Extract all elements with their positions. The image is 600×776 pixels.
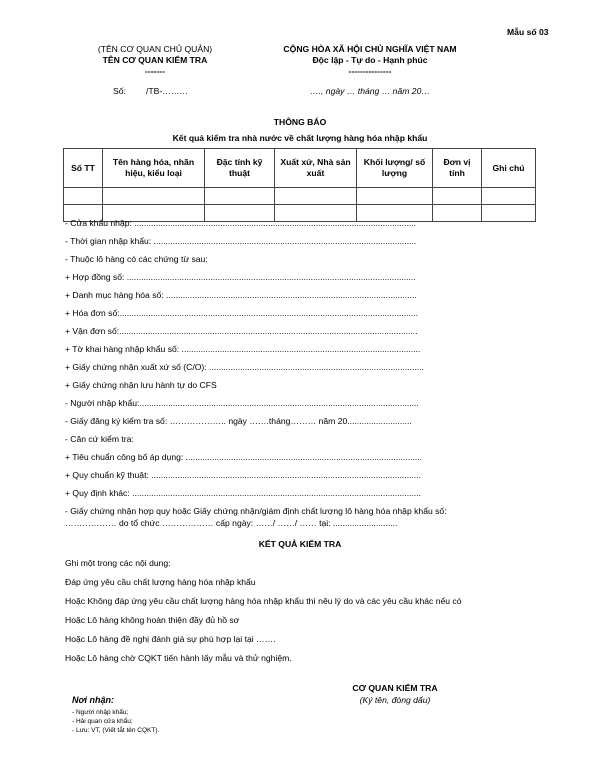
field-documents: - Thuộc lô hàng có các chứng từ sau: — [65, 254, 208, 264]
field-cfs: + Giấy chứng nhận lưu hành tự do CFS — [65, 380, 217, 390]
recipients-heading: Nơi nhận: — [72, 695, 115, 705]
field-technical-regulation: + Quy chuẩn kỹ thuật: ................................................................................................................. — [65, 470, 422, 480]
nation-separator: --------------- — [348, 66, 392, 76]
nation-motto: Độc lập - Tự do - Hạnh phúc — [312, 55, 428, 65]
table-header: Đặc tính kỹ thuật — [205, 149, 275, 188]
result-line: Hoặc Không đáp ứng yêu cầu chất lượng hàng hóa nhập khẩu thì nêu lý do và các yêu cầu khác nếu có — [65, 596, 462, 606]
table-header: Đơn vị tính — [433, 149, 482, 188]
agency-name: TÊN CƠ QUAN KIỂM TRA — [102, 55, 208, 65]
result-line: Ghi một trong các nội dung: — [65, 558, 171, 568]
field-contract: + Hợp đồng số: ......................................................................................................................... — [65, 272, 416, 282]
result-line: Hoặc Lô hàng đề nghị đánh giá sự phù hợp lại tại ……. — [65, 634, 276, 644]
table-row — [64, 188, 536, 205]
signature-title: CƠ QUAN KIỂM TRA — [352, 683, 438, 693]
table-header: Số TT — [64, 149, 103, 188]
result-line: Hoặc Lô hàng chờ CQKT tiến hành lấy mẫu và thử nghiệm. — [65, 653, 292, 663]
recipient-item: - Lưu: VT, (Viết tắt tên CQKT). — [72, 727, 160, 734]
table-header: Tên hàng hóa, nhãn hiệu, kiểu loại — [103, 149, 205, 188]
field-basis: - Căn cứ kiểm tra: — [65, 434, 134, 444]
field-importer: - Người nhập khẩu:..................................................................................................................... — [65, 398, 419, 408]
field-import-time: - Thời gian nhập khẩu: .............................................................................................................. — [65, 236, 417, 246]
number-label: Số: — [113, 86, 126, 96]
agency-separator: ------- — [144, 66, 166, 76]
table-header: Xuất xứ, Nhà sản xuất — [275, 149, 357, 188]
agency-parent: (TÊN CƠ QUAN CHỦ QUẢN) — [97, 44, 213, 54]
result-heading: KẾT QUẢ KIỂM TRA — [258, 539, 342, 549]
document-title: THÔNG BÁO — [273, 117, 327, 127]
goods-table — [63, 148, 536, 222]
recipient-item: - Hải quan cửa khẩu; — [72, 718, 133, 725]
nation-name: CỘNG HÒA XÃ HỘI CHỦ NGHĨA VIỆT NAM — [283, 44, 457, 54]
signature-note: (Ký tên, đóng dấu) — [359, 695, 431, 705]
field-bill-of-lading: + Vận đơn số:............................................................................................................................. — [65, 326, 418, 336]
document-subtitle: Kết quả kiểm tra nhà nước về chất lượng hàng hóa nhập khẩu — [172, 133, 428, 143]
field-registration: - Giấy đăng ký kiểm tra số: ……………….. ngày …….tháng……… năm 20........................... — [65, 416, 412, 426]
result-line: Đáp ứng yêu cầu chất lượng hàng hóa nhập khẩu — [65, 577, 256, 587]
field-other-regulation: + Quy định khác: ......................................................................................................................... — [65, 488, 422, 498]
field-certificate-detail: ……………… do tổ chức ……………… cấp ngày: ……/ ……/ …… tại: ........................... — [65, 518, 398, 528]
recipient-item: - Người nhập khẩu; — [72, 709, 129, 716]
number-value: /TB-……… — [146, 86, 189, 96]
field-customs-declaration: + Tờ khai hàng nhập khẩu số: .................................................................................................... — [65, 344, 421, 354]
field-border-gate: - Cửa khẩu nhập: ...................................................................................................................... — [65, 218, 417, 228]
table-header-row — [64, 149, 536, 188]
date-line: …., ngày … tháng … năm 20… — [310, 86, 430, 96]
form-number: Mẫu số 03 — [507, 27, 549, 37]
field-goods-list: + Danh mục hàng hóa số: ......................................................................................................... — [65, 290, 417, 300]
field-co: + Giấy chứng nhận xuất xứ số (C/O): .......................................................................................... — [65, 362, 424, 372]
result-line: Hoặc Lô hàng không hoàn thiện đầy đủ hồ sơ — [65, 615, 240, 625]
field-standard: + Tiêu chuẩn công bố áp dụng: ................................................................................................... — [65, 452, 423, 462]
table-header: Ghi chú — [482, 149, 536, 188]
field-invoice: + Hóa đơn số:............................................................................................................................. — [65, 308, 419, 318]
field-certificate: - Giấy chứng nhận hợp quy hoặc Giấy chứng nhận/giám định chất lượng lô hàng hóa nhập khẩu số: — [65, 506, 447, 516]
table-header: Khối lượng/ số lượng — [357, 149, 433, 188]
